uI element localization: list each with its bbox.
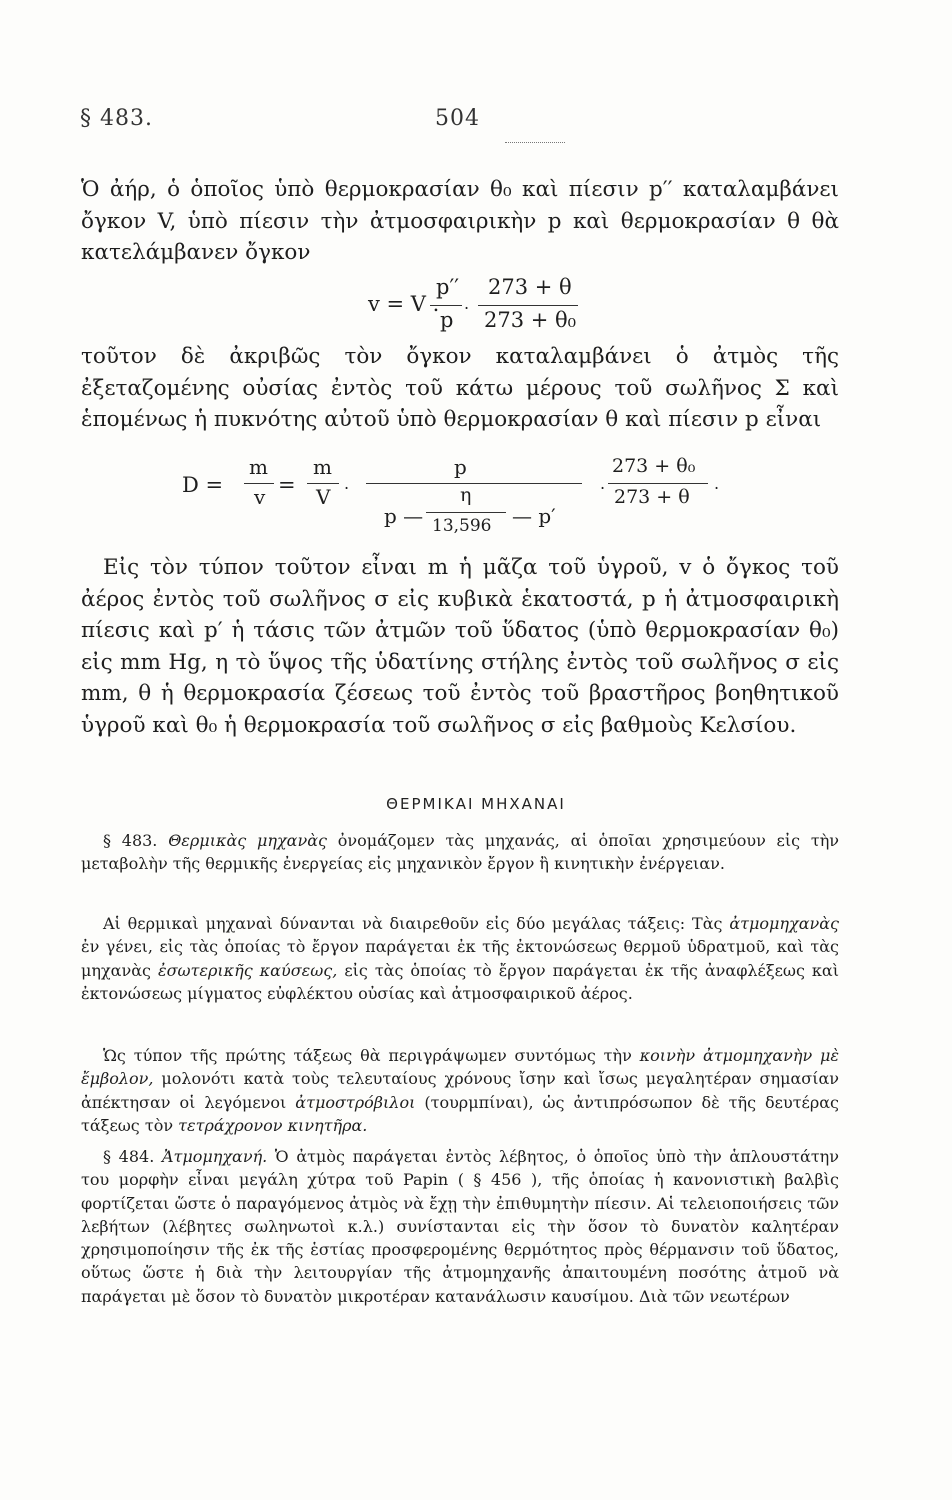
eq1-den1: p xyxy=(440,308,454,332)
paragraph-thermal-classes xyxy=(81,912,839,1005)
types-term-fourstroke: τετράχρονον κινητῆρα. xyxy=(178,1115,368,1135)
eq2-eq-sign: = xyxy=(278,473,296,497)
s484-number: § 484. xyxy=(103,1147,155,1166)
paragraph-formula-terms: Εἰς τὸν τύπον τοῦτον εἶναι m ἡ μᾶζα τοῦ ὑγροῦ, v ὁ ὄγκος τοῦ ἀέρος ἐντὸς τοῦ σωλῆνος σ εἰς κυβικὰ ἑκατοστά, p ἡ ἀτμοσφαιρικὴ πίεσις καὶ p′ ἡ τάσις τῶν ἀτμῶν τοῦ ὕδατος (ὑπὸ θερμοκρασίαν θ₀) εἰς mm Hg, η τὸ ὕψος τῆς ὑδατίνης στήλης ἐντὸς τοῦ σωλῆνος σ εἰς mm, θ ἡ θερμοκρασία ζέσεως τοῦ ἐντὸς τοῦ βραστῆρος βοηθητικοῦ ὑγροῦ καὶ θ₀ ἡ θερμοκρασία τοῦ σωλῆνος σ εἰς βαθμοὺς Κελσίου. xyxy=(81,555,839,738)
s483-text: ὀνομάζομεν τὰς μηχανάς, αἱ ὁποῖαι χρησιμεύουν εἰς τὴν μεταβολὴν τῆς θερμικῆς ἐνεργείας εἰς μηχανικὸν ἔργον ἢ κινητικὴν ἐνέργειαν. xyxy=(81,831,840,874)
eq2-bar4 xyxy=(608,483,708,484)
eq1-bar2 xyxy=(478,305,578,306)
thermal-text-c: ἐν γένει, εἰς τὰς ὁποίας τὸ ἔργον παράγεται ἐκ τῆς ἐκτονώσεως θερμοῦ ὑδρατμοῦ, καὶ τὰς μηχανὰς xyxy=(81,937,839,980)
eq2-f3-den-right: — p′ xyxy=(512,504,556,528)
eq2-bar2 xyxy=(307,483,339,484)
eq1-lhs: v = V . xyxy=(368,292,440,316)
eq2-inner-bar xyxy=(426,512,506,513)
paragraph-s483 xyxy=(81,829,839,876)
eq2-lhs: D = xyxy=(182,473,224,497)
eq1-dot: . xyxy=(464,294,470,313)
thermal-text-e: εἰς τὰς ὁποίας τὸ ἔργον παράγεται ἐκ τῆς ἀναφλέξεως καὶ ἐκτονώσεως μίγματος εὐφλέκτου οὐσίας καὶ ἀτμοσφαιρικοῦ ἀέρος. xyxy=(81,960,840,1003)
equation-density xyxy=(0,450,952,550)
eq2-f2-den: V xyxy=(316,485,331,509)
eq2-f1-den: v xyxy=(254,485,266,509)
eq2-f3-inner-num: η xyxy=(460,484,472,506)
eq2-f3-den-left: p — xyxy=(384,504,424,528)
eq2-dot3: . xyxy=(714,474,720,493)
eq2-bar1 xyxy=(244,483,274,484)
s484-text-b: τῆς ὁποίας ἡ κανονιστικὴ βαλβὶς φορτίζεται ὥστε ὁ παραγόμενος ἀτμὸς νὰ ἔχῃ τὴν ἐπιθυμητὴν πίεσιν. Αἱ τελειοποιήσεις τῶν λεβήτων (λέβητες σωληνωτοὶ κ.λ.) συνίστανται εἰς τὴν ὅσον τὸ δυνατὸν καλητέραν χρησιμοποίησιν τῆς ἐκ τῆς ἑστίας προσφερομένης θερμότητος πρὸς θέρμανσιν τοῦ ὕδατος, οὕτως ὥστε ἡ διὰ τὴν λειτουργίαν τῆς ἀτμομηχανῆς ἀπαιτουμένη ποσότης ἀτμοῦ νὰ παράγεται μὲ ὅσον τὸ δυνατὸν μικροτέραν κατανάλωσιν καυσίμου. Διὰ τῶν νεωτέρων xyxy=(81,1170,840,1306)
types-term-piston: κοινὴν ἀτμομηχανὴν μὲ ἔμβολον, xyxy=(81,1046,840,1089)
paragraph-engine-types xyxy=(81,1044,839,1137)
eq2-f4-den: 273 + θ xyxy=(614,486,690,508)
eq2-dot1: . xyxy=(344,474,350,493)
s483-title: Θερμικὰς μηχανὰς xyxy=(168,831,327,850)
eq2-f3-inner-den: 13,596 xyxy=(432,516,492,536)
types-text-e: (τουρμπίναι), ὡς ἀντιπρόσωπον δὲ τῆς δευτέρας τάξεως τὸν xyxy=(81,1092,840,1135)
thermal-term-combustion: ἐσωτερικῆς καύσεως, xyxy=(157,960,338,980)
types-text-a: Ὡς τύπον τῆς πρώτης τάξεως θὰ περιγράψωμεν συντόμως τὴν xyxy=(103,1046,632,1065)
eq2-f3-num: p xyxy=(454,455,467,479)
thermal-text-a: Αἱ θερμικαὶ μηχαναὶ δύνανται νὰ διαιρεθοῦν εἰς δύο μεγάλας τάξεις: Τὰς xyxy=(103,914,723,933)
eq2-dot2: . xyxy=(600,474,606,493)
paragraph-s484 xyxy=(81,1145,839,1308)
eq2-f4-num: 273 + θ₀ xyxy=(612,455,696,477)
eq2-f1-num: m xyxy=(249,455,268,479)
section-heading: ΘΕΡΜΙΚΑΙ ΜΗΧΑΝΑΙ xyxy=(386,795,566,813)
eq1-num2: 273 + θ xyxy=(488,275,572,299)
thermal-term-steam: ἀτμομηχανὰς xyxy=(729,914,840,933)
eq1-den2: 273 + θ₀ xyxy=(484,308,577,332)
running-header xyxy=(80,106,880,146)
header-section-ref: § 483. xyxy=(80,106,153,131)
s484-title: Ἀτμομηχανή. xyxy=(161,1147,268,1166)
types-term-turbine: ἀτμοστρόβιλοι xyxy=(295,1092,416,1112)
s483-number: § 483. xyxy=(103,831,158,850)
eq1-bar1 xyxy=(430,305,462,306)
equation-volume xyxy=(0,270,952,340)
header-page-number: 504 xyxy=(435,106,480,131)
s484-papin: Papin xyxy=(402,1170,449,1190)
eq2-bar3 xyxy=(366,483,582,484)
s484-reference: ( § 456 ), xyxy=(457,1170,543,1190)
eq2-f2-num: m xyxy=(313,455,332,479)
eq1-num1: p′′ xyxy=(436,275,459,299)
paragraph-air-volume: Ὁ ἀήρ, ὁ ὁποῖος ὑπὸ θερμοκρασίαν θ₀ καὶ πίεσιν p′′ καταλαμβάνει ὄγκον V, ὑπὸ πίεσιν τὴν ἀτμοσφαιρικὴν p καὶ θερμοκρασίαν θ θὰ κατελάμβανεν ὄγκον xyxy=(81,177,839,265)
types-text-c: μολονότι κατὰ τοὺς τελευταίους χρόνους ἴσην καὶ ἴσως μεγαλητέραν σημασίαν ἀπέκτησαν οἱ λεγόμενοι xyxy=(81,1069,839,1112)
paragraph-vapor-density: τοῦτον δὲ ἀκριβῶς τὸν ὄγκον καταλαμβάνει ὁ ἀτμὸς τῆς ἐξεταζομένης οὐσίας ἐντὸς τοῦ κάτω μέρους τοῦ σωλῆνος Σ καὶ ἑπομένως ἡ πυκνότης αὐτοῦ ὑπὸ θερμοκρασίαν θ καὶ πίεσιν p εἶναι xyxy=(81,344,839,432)
s484-text-a: Ὁ ἀτμὸς παράγεται ἐντὸς λέβητος, ὁ ὁποῖος ὑπὸ τὴν ἁπλουστάτην του μορφὴν εἶναι μεγάλη χύτρα τοῦ xyxy=(81,1147,839,1190)
header-ornament xyxy=(505,142,565,149)
